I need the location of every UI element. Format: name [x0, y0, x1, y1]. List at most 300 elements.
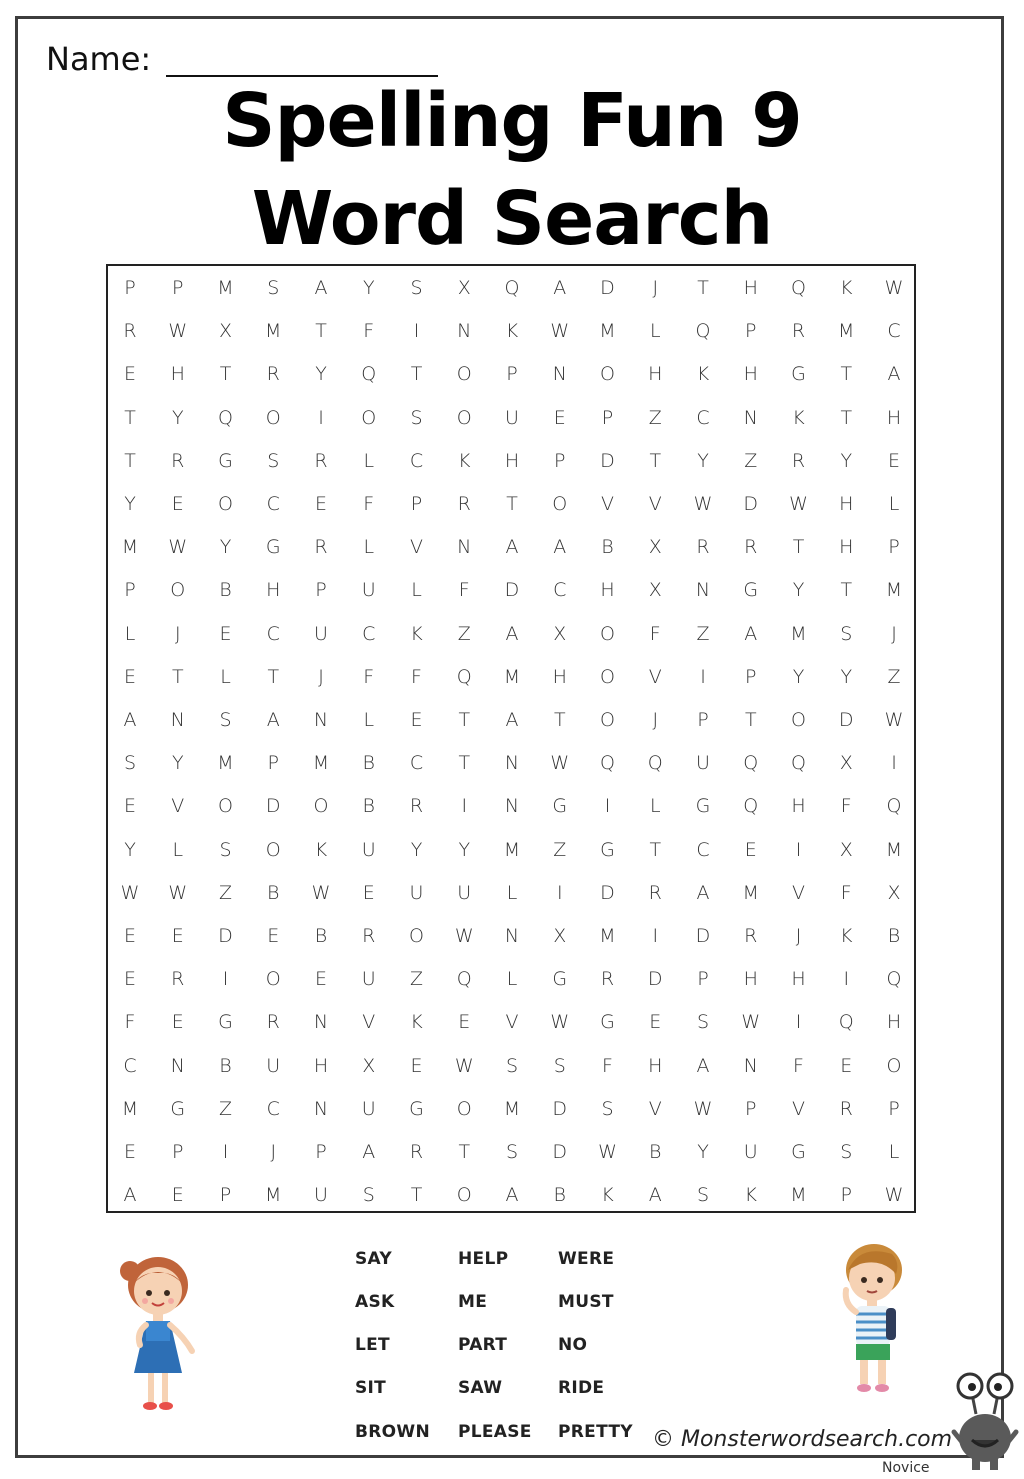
grid-letter: E	[840, 1054, 853, 1077]
grid-letter: K	[505, 320, 519, 343]
grid-letter: K	[696, 363, 710, 386]
grid-letter: O	[456, 406, 472, 429]
grid-letter: O	[218, 795, 233, 818]
grid-letter: Y	[792, 579, 805, 602]
grid-letter: V	[648, 493, 662, 515]
grid-letter: Y	[219, 536, 232, 559]
grid-letter: L	[124, 622, 136, 645]
grid-letter: D	[838, 709, 854, 731]
grid-letter: J	[318, 665, 324, 688]
grid-letter: I	[891, 752, 897, 775]
grid-letter: M	[503, 1097, 521, 1120]
grid-letter: U	[505, 406, 519, 429]
grid-letter: W	[741, 1011, 761, 1034]
grid-letter: P	[554, 449, 566, 472]
grid-letter: T	[506, 493, 518, 515]
copyright-text: © Monsterwordsearch.com	[652, 1427, 953, 1452]
word-list-item: SAY	[355, 1249, 392, 1269]
grid-letter: J	[652, 709, 659, 731]
grid-letter: T	[219, 363, 232, 386]
grid-letter: A	[314, 277, 328, 299]
grid-letter: G	[791, 363, 806, 386]
grid-letter: Y	[362, 277, 375, 299]
grid-letter: H	[552, 665, 567, 688]
grid-letter: O	[456, 1097, 472, 1120]
grid-letter: N	[313, 709, 329, 731]
grid-letter: P	[697, 709, 709, 731]
grid-letter: H	[743, 968, 758, 991]
grid-letter: X	[362, 1054, 376, 1077]
grid-letter: B	[362, 795, 375, 818]
grid-letter: F	[124, 1011, 136, 1034]
grid-letter: Y	[792, 665, 805, 688]
grid-letter: B	[314, 925, 328, 947]
grid-letter: T	[124, 449, 136, 472]
grid-letter: H	[313, 1054, 329, 1077]
name-blank-line	[166, 75, 438, 77]
grid-letter: A	[266, 709, 280, 731]
grid-letter: D	[695, 925, 711, 947]
grid-letter: D	[265, 795, 281, 818]
grid-letter: Q	[600, 752, 615, 775]
grid-letter: Q	[218, 406, 233, 429]
grid-letter: N	[170, 1054, 185, 1077]
word-list-item: WERE	[558, 1249, 615, 1269]
grid-letter: A	[553, 277, 567, 299]
grid-letter: Y	[840, 449, 853, 472]
grid-letter: C	[409, 449, 424, 472]
grid-letter: R	[600, 968, 615, 991]
grid-letter: P	[745, 665, 757, 688]
grid-letter: Z	[887, 665, 901, 688]
grid-letter: Q	[743, 795, 759, 818]
grid-letter: N	[457, 320, 472, 343]
grid-letter: B	[219, 1054, 232, 1077]
grid-letter: R	[314, 536, 328, 559]
grid-letter: S	[696, 1184, 710, 1207]
grid-letter: G	[409, 1097, 424, 1120]
grid-letter: M	[265, 1184, 282, 1207]
grid-letter: R	[791, 320, 806, 343]
grid-letter: Z	[218, 1097, 233, 1120]
grid-letter: E	[649, 1011, 662, 1034]
grid-letter: H	[600, 579, 615, 602]
grid-letter: I	[318, 406, 324, 429]
grid-letter: F	[363, 493, 375, 515]
grid-letter: U	[361, 1097, 376, 1120]
grid-letter: Q	[647, 752, 663, 775]
grid-letter: P	[745, 320, 757, 343]
grid-letter: L	[363, 449, 375, 472]
grid-letter: L	[506, 968, 518, 991]
grid-letter: Y	[410, 838, 423, 861]
grid-letter: P	[267, 752, 279, 775]
grid-letter: F	[363, 665, 375, 688]
grid-letter: T	[553, 709, 566, 731]
grid-letter: O	[265, 838, 281, 861]
girl-illustration	[112, 1255, 204, 1415]
grid-letter: E	[123, 925, 136, 947]
grid-letter: T	[840, 363, 853, 386]
grid-letter: R	[744, 536, 758, 559]
word-list-item: LET	[355, 1335, 390, 1355]
word-list-item: HELP	[458, 1249, 509, 1269]
grid-letter: J	[270, 1141, 277, 1163]
grid-letter: O	[456, 363, 472, 386]
grid-letter: L	[888, 1141, 900, 1163]
grid-letter: L	[649, 795, 661, 818]
grid-letter: V	[648, 1097, 662, 1120]
grid-letter: C	[266, 493, 280, 515]
grid-letter: F	[840, 881, 852, 904]
grid-letter: N	[170, 709, 185, 731]
grid-letter: U	[457, 881, 472, 904]
grid-letter: S	[362, 1184, 375, 1207]
grid-letter: Q	[791, 752, 806, 775]
grid-letter: Y	[697, 449, 709, 472]
word-list-item: SAW	[458, 1378, 503, 1398]
grid-letter: Q	[456, 665, 472, 688]
grid-letter: N	[504, 925, 520, 947]
grid-letter: E	[410, 1054, 423, 1077]
grid-letter: Y	[458, 838, 471, 861]
grid-letter: R	[123, 320, 137, 343]
grid-letter: M	[121, 536, 139, 559]
word-list-item: PRETTY	[558, 1422, 633, 1442]
grid-letter: X	[553, 622, 567, 645]
grid-letter: R	[171, 449, 185, 472]
grid-letter: E	[362, 881, 375, 904]
grid-letter: T	[171, 665, 184, 688]
grid-letter: E	[123, 665, 136, 688]
grid-letter: D	[647, 968, 663, 991]
grid-letter: W	[884, 277, 904, 299]
grid-letter: O	[218, 493, 233, 515]
grid-letter: Q	[791, 277, 806, 299]
grid-letter: P	[124, 579, 136, 602]
grid-letter: I	[604, 795, 611, 818]
grid-letter: X	[218, 320, 233, 343]
grid-letter: O	[886, 1054, 902, 1077]
grid-letter: W	[168, 536, 188, 559]
grid-letter: F	[602, 1054, 613, 1077]
grid-letter: X	[457, 277, 471, 299]
grid-letter: C	[266, 622, 280, 645]
grid-letter: N	[457, 536, 472, 559]
grid-letter: T	[649, 838, 662, 861]
grid-letter: N	[552, 363, 567, 386]
grid-letter: C	[696, 838, 710, 861]
grid-letter: H	[886, 406, 902, 429]
monster-mascot-icon	[950, 1368, 1020, 1474]
grid-letter: P	[172, 1141, 184, 1163]
title-line-1: Spelling Fun 9	[222, 78, 802, 164]
grid-letter: Q	[456, 968, 472, 991]
grid-letter: K	[410, 1011, 423, 1034]
grid-letter: Z	[409, 968, 424, 991]
grid-letter: P	[124, 277, 136, 299]
grid-letter: S	[410, 277, 423, 299]
grid-letter: R	[696, 536, 710, 559]
grid-letter: C	[553, 579, 567, 602]
grid-letter: L	[649, 320, 661, 343]
grid-letter: G	[170, 1097, 186, 1120]
grid-letter: S	[505, 1141, 519, 1163]
grid-letter: Q	[838, 1011, 854, 1034]
grid-letter: J	[891, 622, 897, 645]
grid-letter: W	[550, 752, 570, 775]
grid-letter: E	[314, 968, 327, 991]
grid-letter: K	[314, 838, 328, 861]
grid-letter: L	[172, 838, 184, 861]
grid-letter: O	[600, 709, 615, 731]
grid-letter: R	[839, 1097, 853, 1120]
grid-letter: P	[506, 363, 518, 386]
grid-letter: E	[410, 709, 423, 731]
grid-letter: D	[600, 449, 615, 472]
word-list-item: PLEASE	[458, 1422, 532, 1442]
title-line-2: Word Search	[251, 176, 773, 262]
grid-letter: A	[553, 536, 567, 559]
grid-letter: O	[600, 665, 615, 688]
grid-letter: H	[839, 536, 854, 559]
grid-letter: W	[120, 881, 140, 904]
grid-letter: I	[795, 838, 802, 861]
grid-letter: P	[315, 1141, 327, 1163]
grid-letter: P	[745, 1097, 757, 1120]
grid-letter: E	[171, 1184, 184, 1207]
grid-letter: Y	[124, 493, 136, 515]
grid-letter: S	[219, 838, 232, 861]
grid-letter: F	[840, 795, 852, 818]
grid-letter: U	[743, 1141, 758, 1163]
grid-letter: N	[313, 1097, 329, 1120]
grid-letter: G	[695, 795, 711, 818]
grid-letter: K	[744, 1184, 757, 1207]
grid-letter: T	[124, 406, 136, 429]
grid-letter: S	[840, 1141, 853, 1163]
grid-letter: O	[170, 579, 186, 602]
grid-letter: S	[696, 1011, 710, 1034]
grid-letter: U	[696, 752, 710, 775]
grid-letter: N	[695, 579, 711, 602]
grid-letter: A	[505, 536, 519, 559]
grid-letter: C	[696, 406, 710, 429]
grid-letter: F	[411, 665, 422, 688]
grid-letter: E	[219, 622, 232, 645]
grid-letter: B	[219, 579, 232, 602]
grid-letter: W	[693, 1097, 713, 1120]
grid-letter: I	[222, 968, 229, 991]
grid-letter: G	[218, 1011, 233, 1034]
grid-letter: M	[503, 838, 521, 861]
grid-letter: P	[601, 406, 614, 429]
grid-letter: M	[312, 752, 330, 775]
grid-letter: H	[743, 277, 758, 299]
grid-letter: K	[601, 1184, 614, 1207]
grid-letter: T	[840, 579, 853, 602]
grid-letter: T	[697, 277, 709, 299]
grid-letter: V	[505, 1011, 519, 1034]
grid-letter: N	[743, 1054, 758, 1077]
grid-letter: B	[601, 536, 614, 559]
grid-letter: Q	[886, 795, 902, 818]
grid-letter: B	[553, 1184, 566, 1207]
grid-letter: A	[362, 1141, 376, 1163]
grid-letter: W	[693, 493, 713, 515]
grid-letter: M	[599, 320, 616, 343]
grid-letter: S	[505, 1054, 519, 1077]
grid-letter: O	[600, 363, 615, 386]
grid-letter: Y	[840, 665, 853, 688]
grid-letter: H	[648, 363, 663, 386]
word-list-item: RIDE	[558, 1378, 605, 1398]
grid-letter: M	[885, 579, 903, 602]
grid-letter: H	[791, 968, 806, 991]
grid-letter: E	[744, 838, 757, 861]
grid-letter: Q	[695, 320, 711, 343]
grid-letter: A	[696, 881, 710, 904]
grid-letter: U	[314, 622, 328, 645]
grid-letter: Q	[743, 752, 759, 775]
grid-letter: V	[648, 665, 662, 688]
grid-letter: W	[789, 493, 808, 515]
grid-letter: U	[361, 968, 376, 991]
grid-letter: A	[744, 622, 758, 645]
grid-letter: A	[505, 622, 519, 645]
grid-letter: G	[218, 449, 233, 472]
grid-letter: E	[887, 449, 900, 472]
grid-letter: C	[887, 320, 901, 343]
grid-letter: K	[410, 622, 423, 645]
grid-letter: W	[454, 925, 474, 947]
grid-letter: B	[649, 1141, 662, 1163]
grid-letter: D	[218, 925, 233, 947]
grid-letter: O	[313, 795, 329, 818]
grid-letter: Q	[361, 363, 377, 386]
grid-letter: T	[649, 449, 662, 472]
grid-letter: C	[123, 1054, 137, 1077]
grid-letter: D	[552, 1097, 568, 1120]
grid-letter: D	[600, 277, 615, 299]
grid-letter: E	[314, 493, 327, 515]
word-list-item: MUST	[558, 1292, 614, 1312]
grid-letter: E	[123, 1141, 136, 1163]
grid-letter: C	[409, 752, 424, 775]
grid-letter: V	[362, 1011, 376, 1034]
grid-letter: D	[504, 579, 520, 602]
word-list-item: ASK	[355, 1292, 395, 1312]
grid-letter: I	[461, 795, 468, 818]
grid-letter: T	[410, 1184, 423, 1207]
grid-letter: E	[123, 968, 136, 991]
grid-letter: L	[363, 536, 375, 559]
grid-letter: K	[792, 406, 805, 429]
grid-letter: U	[361, 838, 376, 861]
grid-letter: Y	[171, 406, 184, 429]
grid-letter: P	[697, 968, 709, 991]
grid-letter: W	[884, 1184, 904, 1207]
name-label: Name:	[46, 40, 152, 78]
grid-letter: Y	[315, 363, 327, 386]
grid-letter: E	[458, 1011, 471, 1034]
grid-letter: G	[600, 838, 615, 861]
grid-letter: B	[362, 752, 375, 775]
grid-letter: R	[362, 925, 376, 947]
grid-letter: L	[888, 493, 900, 515]
grid-letter: E	[123, 795, 136, 818]
grid-letter: A	[887, 363, 901, 386]
grid-letter: R	[409, 795, 424, 818]
grid-letter: Z	[218, 881, 233, 904]
grid-letter: S	[840, 622, 853, 645]
grid-letter: A	[648, 1184, 662, 1207]
grid-letter: M	[265, 320, 282, 343]
grid-letter: E	[123, 363, 136, 386]
grid-letter: T	[315, 320, 327, 343]
grid-letter: R	[314, 449, 328, 472]
grid-letter: V	[792, 1097, 805, 1120]
grid-letter: E	[171, 1011, 184, 1034]
difficulty-level: Novice	[882, 1460, 930, 1476]
grid-letter: S	[219, 709, 232, 731]
grid-letter: Y	[171, 752, 184, 775]
grid-letter: T	[458, 752, 471, 775]
grid-letter: S	[267, 277, 280, 299]
grid-letter: W	[311, 881, 331, 904]
grid-letter: K	[840, 277, 853, 299]
grid-letter: M	[121, 1097, 139, 1120]
grid-letter: P	[315, 579, 327, 602]
grid-letter: L	[220, 665, 231, 688]
grid-letter: B	[267, 881, 280, 904]
boy-illustration	[830, 1240, 914, 1400]
grid-letter: O	[409, 925, 424, 947]
grid-letter: F	[793, 1054, 804, 1077]
grid-letter: L	[363, 709, 375, 731]
grid-letter: V	[410, 536, 423, 559]
grid-letter: T	[792, 536, 805, 559]
word-search-grid	[106, 264, 916, 1213]
grid-letter: K	[840, 925, 853, 947]
grid-letter: G	[600, 1011, 615, 1034]
grid-letter: A	[123, 709, 137, 731]
grid-letter: G	[552, 968, 568, 991]
grid-letter: O	[791, 709, 806, 731]
grid-letter: W	[454, 1054, 474, 1077]
grid-letter: F	[458, 579, 470, 602]
grid-letter: V	[601, 493, 614, 515]
grid-letter: O	[265, 406, 281, 429]
grid-letter: M	[885, 838, 903, 861]
grid-letter: P	[888, 1097, 900, 1120]
grid-letter: D	[600, 881, 615, 904]
grid-letter: S	[123, 752, 137, 775]
word-list-item: ME	[458, 1292, 488, 1312]
grid-letter: X	[648, 579, 662, 602]
grid-letter: S	[410, 406, 423, 429]
grid-letter: T	[744, 709, 757, 731]
grid-letter: E	[267, 925, 280, 947]
grid-letter: X	[553, 925, 567, 947]
grid-letter: X	[887, 881, 901, 904]
grid-letter: J	[174, 622, 181, 645]
grid-letter: I	[652, 925, 659, 947]
grid-letter: M	[742, 881, 759, 904]
grid-letter: T	[458, 1141, 471, 1163]
grid-letter: R	[744, 925, 758, 947]
grid-letter: L	[411, 579, 422, 602]
